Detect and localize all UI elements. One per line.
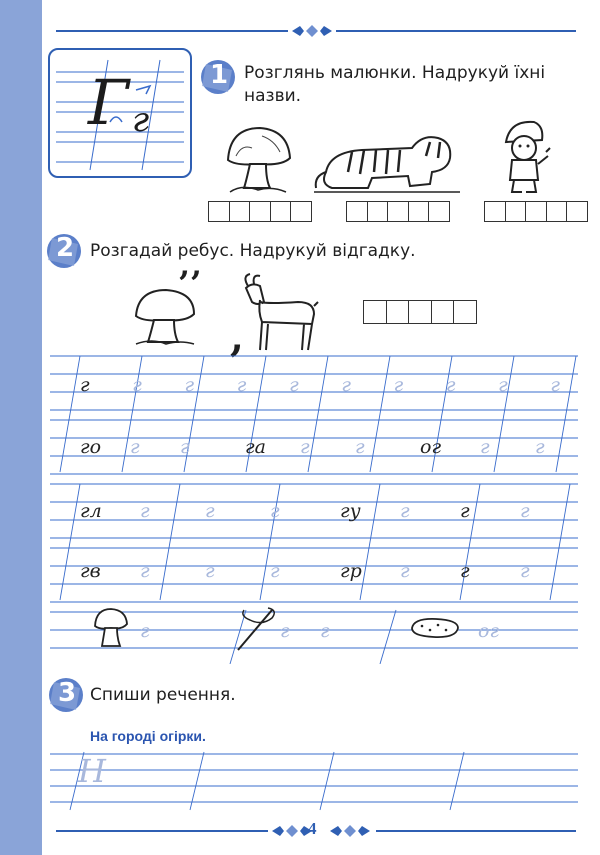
rebus-comma: , [230,314,244,361]
answer-boxes-tiger[interactable] [346,201,449,222]
copy-letter: г [270,560,280,582]
copy-row-1 [80,374,560,396]
copy-letter: г [270,500,280,522]
letter-lower: г [132,100,150,140]
copy-syllable: гр [340,560,362,582]
task3-sample-sentence: На городі огірки. [90,728,206,744]
task3-start-letter: Н [78,752,106,790]
answer-boxes-mushroom[interactable] [208,201,311,222]
task1-number: 1 [210,60,229,90]
mushroom-picture [222,122,294,196]
copy-letter: г [355,436,365,458]
copybook-ruling-task3 [50,748,578,814]
copy-letter: г [393,374,404,396]
tiger-picture [312,128,462,198]
copy-letter: г [140,500,150,522]
answer-boxes-rebus[interactable] [363,300,476,324]
copy-letter: г [341,374,351,396]
page-number: 4 [308,819,317,838]
copy-letter: г [184,374,195,396]
side-band [0,0,42,855]
gnome-picture [494,118,554,198]
task2-text: Розгадай ребус. Надрукуй відгадку. [90,241,416,261]
needle-picture [232,604,280,654]
copy-syllable: гу [340,500,361,522]
goat-picture [238,272,320,354]
copy-letter: г [320,620,330,642]
bottom-divider-right [376,830,576,832]
task2-number: 2 [56,233,75,263]
copy-letter: г [400,500,410,522]
ornament-icon [328,824,372,838]
copy-letter: г [80,374,90,396]
copy-letter: г [460,500,470,522]
copy-letter: г [280,620,290,642]
copy-letter: г [236,374,247,396]
copy-letter: г [498,374,508,396]
copy-letter: г [289,374,299,396]
task3-number: 3 [58,678,77,708]
letter-card [48,48,192,178]
copy-syllable: ог [420,436,442,458]
copy-letter: г [180,436,190,458]
ornament-icon [290,24,334,38]
copy-syllable: гв [80,560,101,582]
task1-text: Розглянь малюнки. Надрукуй їхні назви. [244,63,546,106]
copy-letter: г [445,374,456,396]
task3-text: Спиши речення. [90,685,236,705]
copy-letter: г [400,560,410,582]
top-divider-left [56,30,288,32]
copy-syllable: ог [478,620,500,642]
copy-letter: г [550,374,560,396]
small-mushroom-picture [92,606,130,652]
copy-syllable: га [245,436,266,458]
copy-letter: г [140,560,150,582]
copy-letter: г [300,436,310,458]
copy-letter: г [520,560,530,582]
copy-syllable: гл [80,500,102,522]
answer-boxes-gnome[interactable] [484,201,587,222]
copy-syllable: го [80,436,102,458]
bottom-divider-left [56,830,268,832]
letter-upper: Г [88,66,130,139]
copy-letter: г [520,500,530,522]
copy-letter: г [140,620,150,642]
copy-letter: г [480,436,490,458]
copy-letter: г [205,560,215,582]
copy-letter: г [205,500,215,522]
copy-letter: г [130,436,140,458]
copy-letter: г [132,374,142,396]
cucumber-picture [408,616,462,640]
top-divider-right [336,30,576,32]
rebus-quote-mark: ’’ [178,264,202,304]
copy-letter: г [460,560,470,582]
copy-letter: г [535,436,545,458]
